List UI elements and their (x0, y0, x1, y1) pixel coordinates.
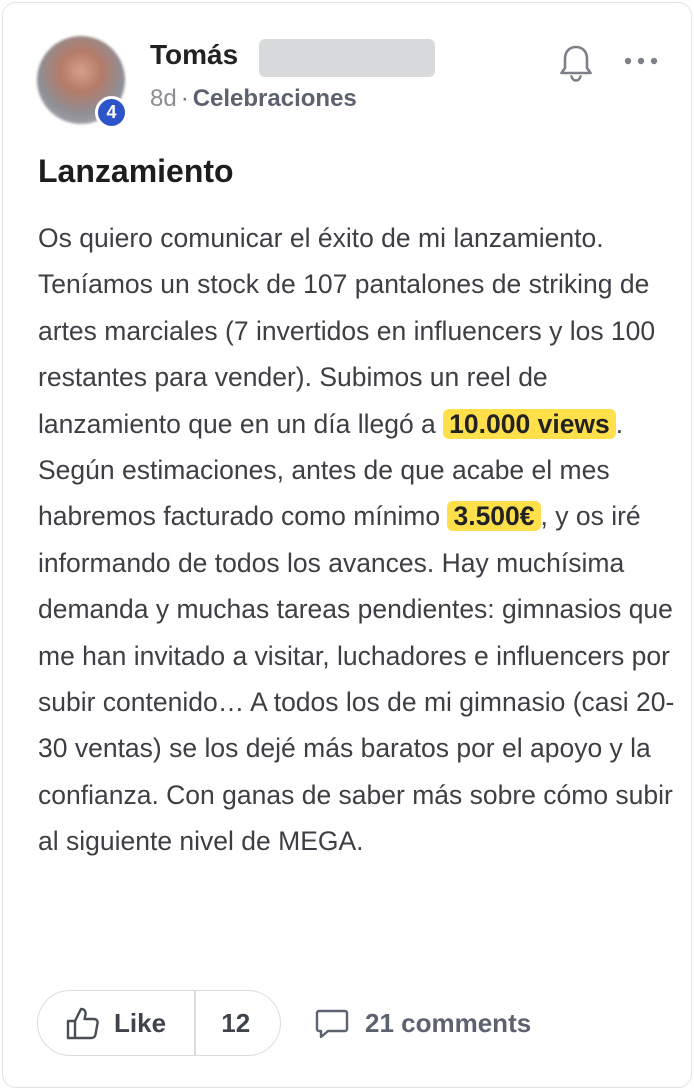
more-horizontal-icon[interactable] (623, 51, 659, 71)
bell-icon[interactable] (557, 43, 595, 83)
highlight-revenue: 3.500€ (447, 501, 540, 531)
like-pill (37, 990, 281, 1056)
meta-separator: · (180, 85, 189, 112)
comment-bubble-icon (315, 1006, 349, 1040)
level-badge: 4 (95, 96, 128, 129)
like-label: Like (114, 1007, 167, 1038)
author-name[interactable]: Tomás (150, 39, 239, 70)
thumbs-up-icon (64, 1005, 100, 1041)
comments-label: 21 comments (365, 1007, 532, 1038)
like-count[interactable]: 12 (221, 1007, 251, 1038)
like-button[interactable] (38, 991, 194, 1055)
redacted-surname (259, 39, 435, 77)
post-body-text: . Según estimaciones, antes de que acabe el mes habremos facturado como mínimo (38, 408, 624, 532)
post-category-link[interactable]: Celebraciones (192, 85, 357, 112)
post-body-text: , y os iré informando de todos los avances. Hay muchísima demanda y muchas tareas pendientes: gimnasios que me han invitado a visitar, luchadores e influencers por subir contenido… A todos los de mi gimnasio (casi 20-30 ventas) se los dejé más baratos por el apoyo y la confianza. Con ganas de saber más sobre cómo subir al siguiente nivel de MEGA. (38, 501, 675, 857)
highlight-views: 10.000 views (443, 409, 616, 439)
author-avatar-container[interactable] (37, 36, 125, 124)
comments-button[interactable] (315, 1006, 531, 1040)
post-body-text: Os quiero comunicar el éxito de mi lanzamiento. Teníamos un stock de 107 pantalones de striking de artes marciales (7 invertidos en influencers y los 100 restantes para vender). Subimos un reel de lanzamiento que en un día llegó a (38, 223, 656, 439)
post-title: Lanzamiento (38, 153, 234, 189)
post-card (2, 2, 692, 1088)
post-age: 8d (150, 85, 177, 112)
post-meta (150, 85, 357, 113)
post-body (38, 215, 678, 865)
